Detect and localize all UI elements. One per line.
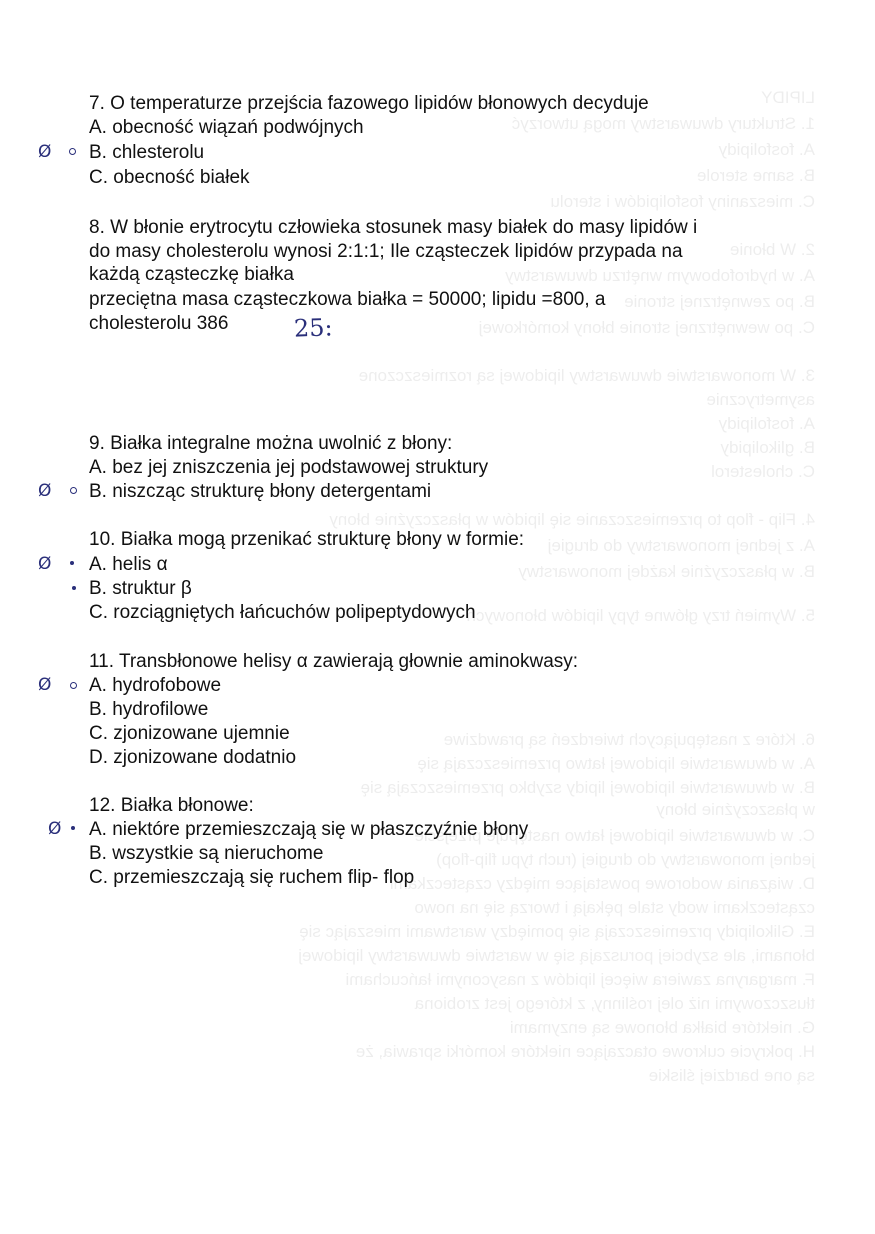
question-10-option-a: A. helis α — [89, 554, 168, 575]
bleed-line: 4. Flip - flop to przemieszczanie się lipidów w płaszczyźnie błony — [329, 510, 815, 529]
bleed-line: 2. W błonie — [729, 240, 815, 259]
question-10-option-c: C. rozciągniętych łańcuchów polipeptydowych — [89, 602, 476, 623]
bleed-line: C. mieszaniny fosfolipidów i sterolu — [550, 192, 815, 211]
question-8-line-2: do masy cholesterolu wynosi 2:1:1; Ile cząsteczek lipidów przypada na — [89, 241, 683, 262]
bleed-line: tłuszczowymi niż olej roślinny, z którego jest zrobiona — [414, 994, 815, 1013]
question-8-line-5: cholesterolu 386 — [89, 313, 229, 334]
question-7-option-a: A. obecność wiązań podwójnych — [89, 117, 364, 138]
bleed-line: 1. Struktury dwuwarstwy mogą utworzyć — [511, 114, 815, 133]
bleed-line: E. Glikolipidy przemieszczają się pomiędzy warstwami mieszając się — [299, 922, 815, 941]
bleed-line: błonami, ale szybciej poruszają się w warstwie dwuwarstwy lipidowej — [298, 946, 815, 965]
bleed-line: C. w dwuwarstwie lipidowej łatwo następuje przejście — [414, 826, 815, 845]
question-9-option-b: B. niszcząc strukturę błony detergentami — [89, 481, 432, 502]
question-11-option-d: D. zjonizowane dodatnio — [89, 747, 297, 768]
answer-dot-icon — [70, 487, 77, 494]
bleed-line: D. wiązania wodorowe powstające między cząsteczkami — [389, 874, 815, 893]
question-7-option-b: B. chlesterolu — [89, 142, 205, 163]
answer-dot-icon — [70, 561, 74, 565]
answer-dot-icon — [69, 148, 76, 155]
bleed-line: A. w dwuwarstwie lipidowej łatwo przemieszczają się — [417, 754, 815, 773]
question-12-option-c: C. przemieszczają się ruchem flip- flop — [89, 867, 415, 888]
bleed-line: są one bardziej śliskie — [648, 1066, 815, 1085]
bleed-line: jednej monowarstwy do drugiej (ruch typu flip-flop) — [436, 850, 815, 869]
question-9-option-a: A. bez jej zniszczenia jej podstawowej struktury — [89, 457, 489, 478]
bleed-line: B. w dwuwarstwie lipidowej lipidy szybko przemieszczają się — [360, 778, 815, 797]
bleed-line: 6. Które z następujących twierdzeń są prawdziwe — [443, 730, 815, 749]
check-mark-icon: Ø — [38, 554, 52, 574]
question-12-prompt: 12. Białka błonowe: — [89, 795, 254, 816]
bleed-line: C. po wewnętrznej stronie błony komórkowej — [478, 318, 815, 337]
bleed-line: B. same sterole — [696, 166, 815, 185]
question-11-option-c: C. zjonizowane ujemnie — [89, 723, 290, 744]
bleed-line: B. glikolipidy — [720, 438, 815, 457]
bleed-line: A. w hydrofobowym wnętrzu dwuwarstwy — [505, 266, 815, 285]
bleed-line: asymetrycznie — [706, 390, 815, 409]
bleed-line: A. fosfolipidy — [718, 140, 815, 159]
bleed-line: w płaszczyźnie błony — [656, 800, 815, 819]
question-9-prompt: 9. Białka integralne można uwolnić z błony: — [89, 433, 453, 454]
question-11-prompt: 11. Transbłonowe helisy α zawierają głownie aminokwasy: — [89, 651, 579, 672]
question-7-option-c: C. obecność białek — [89, 167, 250, 188]
question-12-option-a: A. niektóre przemieszczają się w płaszczyźnie błony — [89, 819, 529, 840]
bleed-line: A. fosfolipidy — [718, 414, 815, 433]
bleed-line: B. po zewnętrznej stronie — [624, 292, 815, 311]
check-mark-icon: Ø — [48, 819, 62, 839]
question-8-line-1: 8. W błonie erytrocytu człowieka stosunek masy białek do masy lipidów i — [89, 217, 698, 238]
check-mark-icon: Ø — [38, 481, 52, 501]
answer-dot-icon — [71, 826, 75, 830]
bleed-line: H. pokrycie cukrowe otaczające niektóre komórki sprawia, że — [355, 1042, 815, 1061]
handwritten-answer: 25: — [293, 313, 334, 343]
question-8-line-3: każdą cząsteczkę białka — [89, 264, 294, 285]
bleed-line: A. z jednej monowarstwy do drugiej — [547, 536, 815, 555]
answer-dot-icon — [72, 586, 76, 590]
question-8-line-4: przeciętna masa cząsteczkowa białka = 50000; lipidu =800, a — [89, 289, 606, 310]
bleed-line: G. niektóre białka błonowe są enzymami — [509, 1018, 815, 1037]
question-11-option-a: A. hydrofobowe — [89, 675, 222, 696]
question-7-prompt: 7. O temperaturze przejścia fazowego lipidów błonowych decyduje — [89, 93, 649, 114]
bleed-line: LIPIDY — [761, 88, 815, 107]
bleed-line: F. margaryna zawiera więcej lipidów z nasyconymi łańcuchami — [345, 970, 815, 989]
question-12-option-b: B. wszystkie są nieruchome — [89, 843, 324, 864]
check-mark-icon: Ø — [38, 675, 52, 695]
bleed-line: 3. W monowarstwie dwuwarstwy lipidowej są rozmieszczone — [358, 366, 815, 385]
question-10-option-b: B. struktur β — [89, 578, 192, 599]
answer-dot-icon — [70, 682, 77, 689]
question-10-prompt: 10. Białka mogą przenikać strukturę błony w formie: — [89, 529, 525, 550]
bleed-line: C. cholesterol — [711, 462, 815, 481]
bleed-line: 5. Wymień trzy główne typy lipidów błonowych — [466, 606, 815, 625]
check-mark-icon: Ø — [38, 142, 52, 162]
question-11-option-b: B. hydrofilowe — [89, 699, 209, 720]
bleed-line: B. w płaszczyźnie każdej monowarstwy — [518, 562, 815, 581]
bleed-line: cząsteczkami wody stale pękają i tworzą się na nowo — [414, 898, 815, 917]
